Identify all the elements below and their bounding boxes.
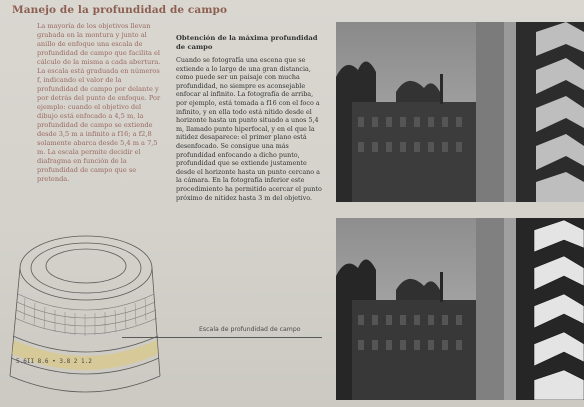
lens-scale-markings: 5.6II 8.6 • 3.8 2 1.2 [16, 358, 92, 365]
photo-hyperfocal-focus [336, 218, 584, 400]
lens-illustration [0, 208, 170, 407]
photo-infinity-focus [336, 22, 584, 202]
middle-section-title: Obtención de la máxima profundidad de campo [176, 34, 318, 51]
left-section-title: Manejo de la profundidad de campo [12, 4, 228, 16]
left-body-text: La mayoría de los objetivos llevan grabada en la montura y junto al anillo de enfoque una escala de profundidad de campo que facilita el cálculo de la misma a cada abertura. La escala está graduada en números f, indicando el valor de la profundidad de campo por delante y por detrás del punto de enfoque. Por ejemplo: cuando el objetivo del dibujo está enfocado a 4,5 m, la profundidad de campo se extiende desde 3,5 m a infinito a f16; a f2,8 solamente abarca desde 5,4 m a 7,5 m. La escala permite decidir el diafragma en función de la profundidad de campo que se pretenda. [37, 22, 161, 183]
depth-scale-label: Escala de profundidad de campo [199, 326, 301, 333]
label-leader-line [122, 337, 322, 338]
middle-body-text: Cuando se fotografía una escena que se extiende a lo largo de una gran distancia, como puede ser un paisaje con mucha profundidad, no siempre es aconsejable enfocar al infinito. La fotografía de arriba, por ejemplo, está tomada a f16 con el foco a infinito, y en ella todo está nítido desde el horizonte hasta un punto situado a unos 5,4 m, llamado punto hiperfocal, y en el que la nitidez desaparece: el primer plano está desenfocado. Se consigue una más profundidad enfocando a dicho punto, profundidad que se extiende justamente desde el horizonte hasta un punto cercano a la cámara. En la fotografía inferior este procedimiento ha permitido acercar el punto próximo de nitidez hasta 3 m del objetivo. [176, 56, 322, 202]
